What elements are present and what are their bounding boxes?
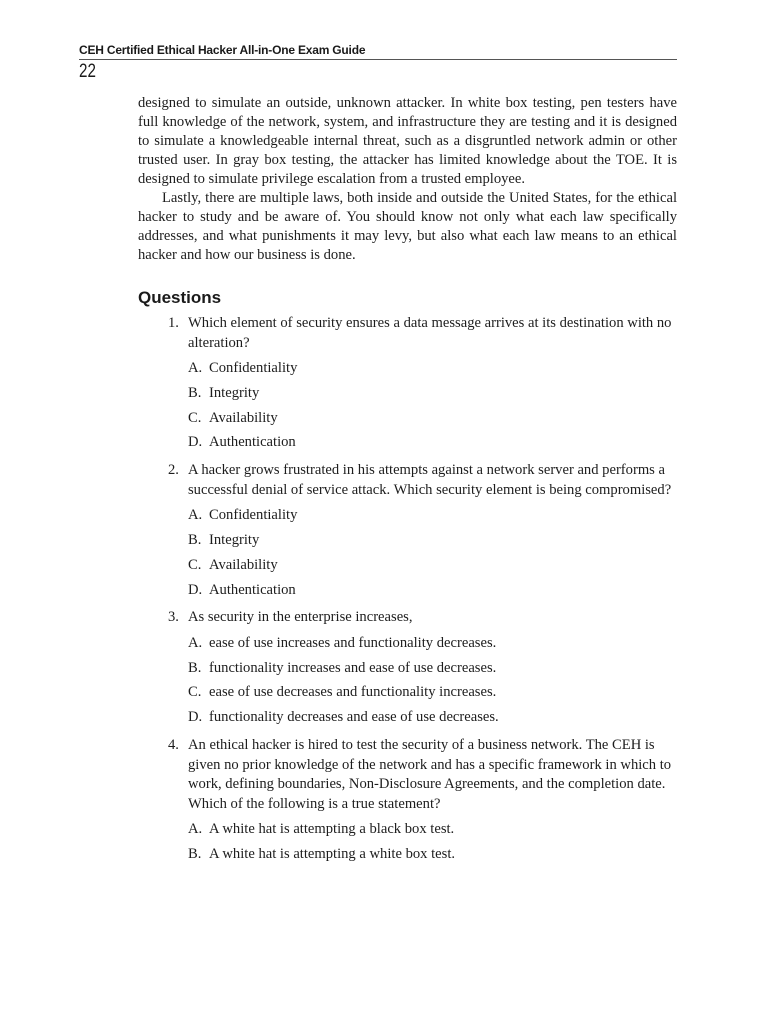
answer-option [188,503,678,528]
page-number: 22 [79,61,96,82]
option-letter: D. [188,434,203,451]
option-text: Availability [209,556,278,573]
question-list [168,314,678,873]
answer-options [188,503,678,602]
option-letter: B. [188,659,202,676]
answer-option [188,705,678,730]
option-text: A white hat is attempting a white box test. [209,845,456,862]
option-letter: B. [188,384,202,401]
answer-option [188,842,678,867]
answer-option [188,656,678,681]
question-text: An ethical hacker is hired to test the security of a business network. The CEH is given no prior knowledge of the network and has a specific framework in which to work, defining boundaries, Non-Disclosure Agreements, and the completion date. Which of the following is a true statement? [188,737,672,812]
question-item [168,314,678,455]
option-letter: B. [188,845,202,862]
option-text: functionality increases and ease of use decreases. [209,659,497,676]
answer-option [188,578,678,603]
answer-option [188,817,678,842]
option-text: Integrity [209,384,260,401]
answer-option [188,553,678,578]
question-number: 1. [168,315,179,331]
option-text: functionality decreases and ease of use decreases. [209,709,499,726]
question-item [168,736,678,867]
option-text: ease of use decreases and functionality increases. [209,684,497,701]
option-letter: C. [188,556,202,573]
answer-options [188,356,678,455]
option-letter: A. [188,634,203,651]
option-letter: B. [188,531,202,548]
body-text [138,94,677,265]
paragraph: Lastly, there are multiple laws, both inside and outside the United States, for the ethical hacker to study and be aware of. You should know not only what each law specifically addresses, and what punishments it may levy, but also what each law means to an ethical hacker and how our business is done. [138,190,677,263]
answer-option [188,381,678,406]
question-text: Which element of security ensures a data message arrives at its destination with no alteration? [188,315,672,351]
option-text: Authentication [209,434,296,451]
answer-option [188,631,678,656]
option-text: ease of use increases and functionality decreases. [209,634,497,651]
option-letter: C. [188,409,202,426]
paragraph: designed to simulate an outside, unknown attacker. In white box testing, pen testers have full knowledge of the network, system, and infrastructure they are testing and it is designed to simulate a knowledgeable internal threat, such as a disgruntled network admin or other trusted user. In gray box testing, the attacker has limited knowledge about the TOE. It is designed to simulate privilege escalation from a trusted employee. [138,95,677,187]
question-text: A hacker grows frustrated in his attempts against a network server and performs a successful denial of service attack. Which security element is being compromised? [188,462,672,498]
answer-option [188,406,678,431]
question-number: 4. [168,737,179,754]
answer-option [188,680,678,705]
option-letter: C. [188,684,202,701]
option-text: Authentication [209,581,296,598]
option-text: Confidentiality [209,507,298,524]
answer-option [188,528,678,553]
question-number: 2. [168,462,179,479]
question-item [168,461,678,602]
option-text: Confidentiality [209,360,298,376]
option-text: A white hat is attempting a black box test. [209,821,455,838]
section-heading: Questions [138,288,222,307]
question-number: 3. [168,609,179,626]
question-text: As security in the enterprise increases, [188,609,413,626]
answer-option [188,356,678,381]
option-text: Integrity [209,531,260,548]
option-letter: D. [188,709,203,726]
option-letter: A. [188,360,203,376]
answer-options [188,631,678,730]
running-header [79,42,677,82]
option-letter: A. [188,507,203,524]
question-item [168,608,678,730]
option-text: Availability [209,409,278,426]
answer-option [188,430,678,455]
option-letter: D. [188,581,203,598]
option-letter: A. [188,821,203,838]
answer-options [188,817,678,867]
header-divider [79,59,677,60]
book-title: CEH Certified Ethical Hacker All-in-One Exam Guide [79,43,366,57]
